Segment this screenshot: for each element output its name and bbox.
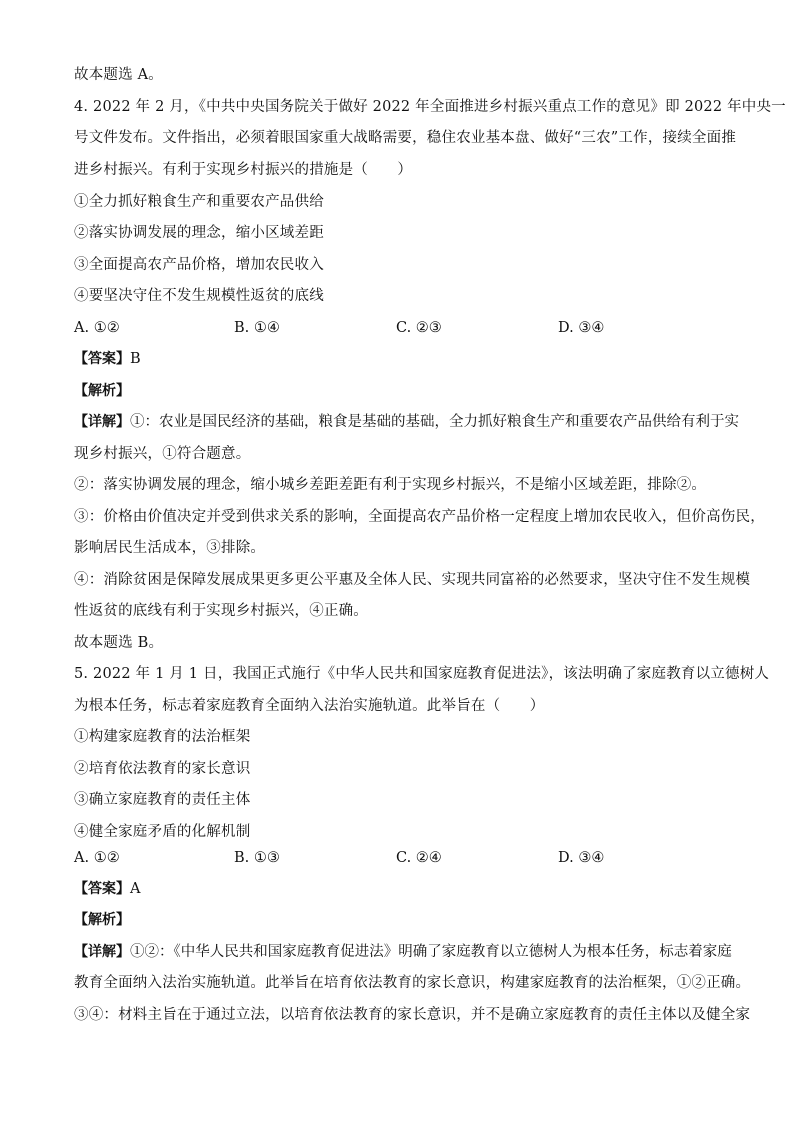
q4-analysis-row <box>74 381 754 401</box>
q4-answer-tag: 【答案】 <box>74 351 130 367</box>
q4-item-4: ④要坚决守住不发生规模性返贫的底线 <box>74 288 324 304</box>
q5-analysis-tag: 【解析】 <box>74 912 130 928</box>
q5-option-d: D. ③④ <box>558 850 605 866</box>
q5-option-b: B. ①③ <box>234 850 280 866</box>
q4-answer-value: B <box>130 351 141 367</box>
q5-explanation-line-1: ①②：《中华人民共和国家庭教育促进法》明确了家庭教育以立德树人为根本任务，标志着家庭 <box>130 944 732 960</box>
q3-conclusion: 故本题选 A。 <box>74 67 163 83</box>
q5-stem-line-1: 5. 2022 年 1 月 1 日，我国正式施行《中华人民共和国家庭教育促进法》，该法明确了家庭教育以立德树人 <box>74 666 770 682</box>
q5-detail-tag: 【详解】 <box>74 944 130 960</box>
q4-analysis-tag: 【解析】 <box>74 383 130 399</box>
q4-item-3: ③全面提高农产品价格，增加农民收入 <box>74 257 324 273</box>
q5-answer-row <box>74 879 754 899</box>
q4-explanation-line-6: ④：消除贫困是保障发展成果更多更公平惠及全体人民、实现共同富裕的必然要求，坚决守住不发生规模 <box>74 572 751 588</box>
q5-option-a: A. ①② <box>74 850 120 866</box>
q4-stem-line-2: 号文件发布。文件指出，必须着眼国家重大战略需要，稳住农业基本盘、做好“三农”工作，接续全面推 <box>74 130 737 146</box>
q5-answer-tag: 【答案】 <box>74 881 130 897</box>
q5-explanation-line-3: ③④：材料主旨在于通过立法，以培育依法教育的家长意识，并不是确立家庭教育的责任主体以及健全家 <box>74 1007 751 1023</box>
q5-answer-value: A <box>130 881 141 897</box>
q5-options <box>74 848 734 868</box>
q5-item-2: ②培育依法教育的家长意识 <box>74 761 251 777</box>
q5-analysis-row <box>74 910 754 930</box>
q4-stem-line-1: 4. 2022 年 2 月，《中共中央国务院关于做好 2022 年全面推进乡村振兴重点工作的意见》即 2022 年中央一 <box>74 99 786 115</box>
q4-item-1: ①全力抓好粮食生产和重要农产品供给 <box>74 194 324 210</box>
q4-explanation-line-3: ②：落实协调发展的理念，缩小城乡差距差距有利于实现乡村振兴，不是缩小区域差距，排除②。 <box>74 477 707 493</box>
q4-options <box>74 318 734 338</box>
q4-explanation-line-5: 影响居民生活成本，③排除。 <box>74 540 266 556</box>
q4-answer-row <box>74 349 754 369</box>
q4-option-d: D. ③④ <box>558 320 605 336</box>
q4-detail-tag: 【详解】 <box>74 414 130 430</box>
q4-explanation-line-4: ③：价格由价值决定并受到供求关系的影响，全面提高农产品价格一定程度上增加农民收入，但价高伤民， <box>74 509 765 525</box>
q4-option-a: A. ①② <box>74 320 120 336</box>
q4-conclusion: 故本题选 B。 <box>74 635 164 651</box>
q4-stem-line-3: 进乡村振兴。有利于实现乡村振兴的措施是（ ） <box>74 162 413 178</box>
q5-item-3: ③确立家庭教育的责任主体 <box>74 792 251 808</box>
q4-option-c: C. ②③ <box>396 320 442 336</box>
q4-option-b: B. ①④ <box>234 320 280 336</box>
q5-item-1: ①构建家庭教育的法治框架 <box>74 729 251 745</box>
q5-item-4: ④健全家庭矛盾的化解机制 <box>74 824 251 840</box>
q5-stem-line-2: 为根本任务，标志着家庭教育全面纳入法治实施轨道。此举旨在（ ） <box>74 698 545 714</box>
q4-item-2: ②落实协调发展的理念，缩小区域差距 <box>74 225 324 241</box>
q4-explanation-line-1: ①：农业是国民经济的基础，粮食是基础的基础，全力抓好粮食生产和重要农产品供给有利于实 <box>130 414 739 430</box>
q4-detail-row <box>74 412 754 432</box>
q4-explanation-line-7: 性返贫的底线有利于实现乡村振兴，④正确。 <box>74 603 368 619</box>
q5-option-c: C. ②④ <box>396 850 442 866</box>
q5-detail-row <box>74 942 754 962</box>
q5-explanation-line-2: 教育全面纳入法治实施轨道。此举旨在培育依法教育的家长意识，构建家庭教育的法治框架，①②正确。 <box>74 975 751 991</box>
q4-explanation-line-2: 现乡村振兴，①符合题意。 <box>74 446 251 462</box>
